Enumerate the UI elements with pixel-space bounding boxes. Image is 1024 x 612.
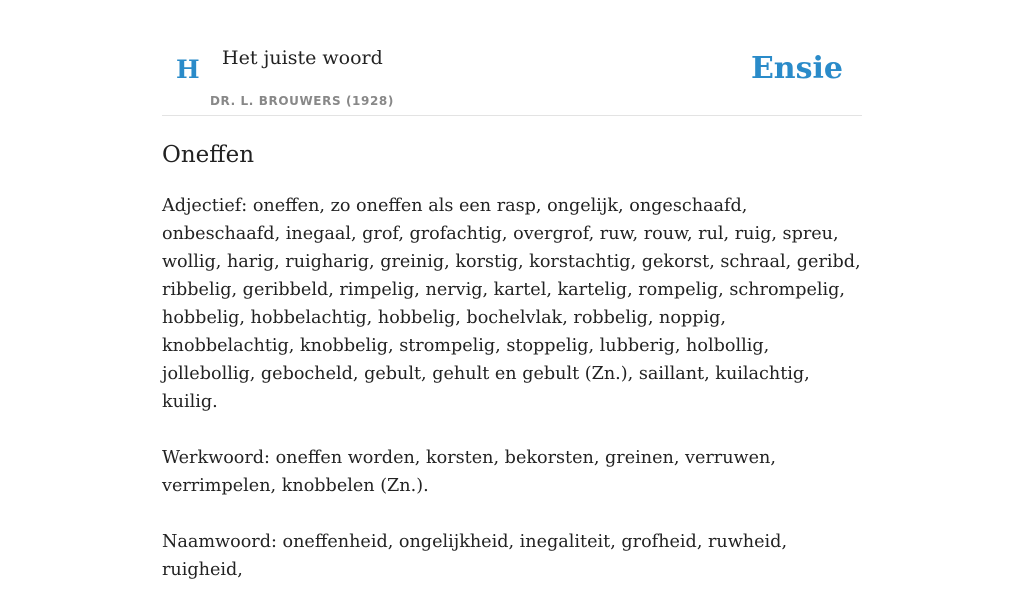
brand-logo-link[interactable]: Ensie xyxy=(750,51,843,86)
book-author: DR. L. BROUWERS (1928) xyxy=(210,94,394,108)
book-title[interactable]: Het juiste woord xyxy=(222,47,383,69)
entry-paragraph-naamwoord: Naamwoord: oneffenheid, ongelijkheid, inegaliteit, grofheid, ruwheid, ruigheid, xyxy=(162,532,788,580)
page xyxy=(162,0,862,580)
entry-paragraph-adjectief: Adjectief: oneffen, zo oneffen als een rasp, ongelijk, ongeschaafd, onbeschaafd, inegaal, grof, grofachtig, overgrof, ruw, rouw, rul, ruig, spreu, wollig, harig, ruigharig, greinig, korstig, korstachtig, gekorst, schraal, geribd, ribbelig, geribbeld, rimpelig, nervig, kartel, kartelig, rompelig, schrompelig, hobbelig, hobbelachtig, hobbelig, bochelvlak, robbelig, noppig, knobbelachtig, knobbelig, strompelig, stoppelig, lubberig, holbollig, jollebollig, gebocheld, gebult, gehult en gebult (Zn.), saillant, kuilachtig, kuilig. xyxy=(162,196,861,412)
entry-title: Oneffen xyxy=(162,142,255,168)
book-logo-icon[interactable]: H xyxy=(176,55,200,84)
entry-paragraph-werkwoord: Werkwoord: oneffen worden, korsten, bekorsten, greinen, verruwen, verrimpelen, knobbelen (Zn.). xyxy=(162,448,776,496)
header xyxy=(162,0,862,116)
entry-body xyxy=(162,192,862,612)
